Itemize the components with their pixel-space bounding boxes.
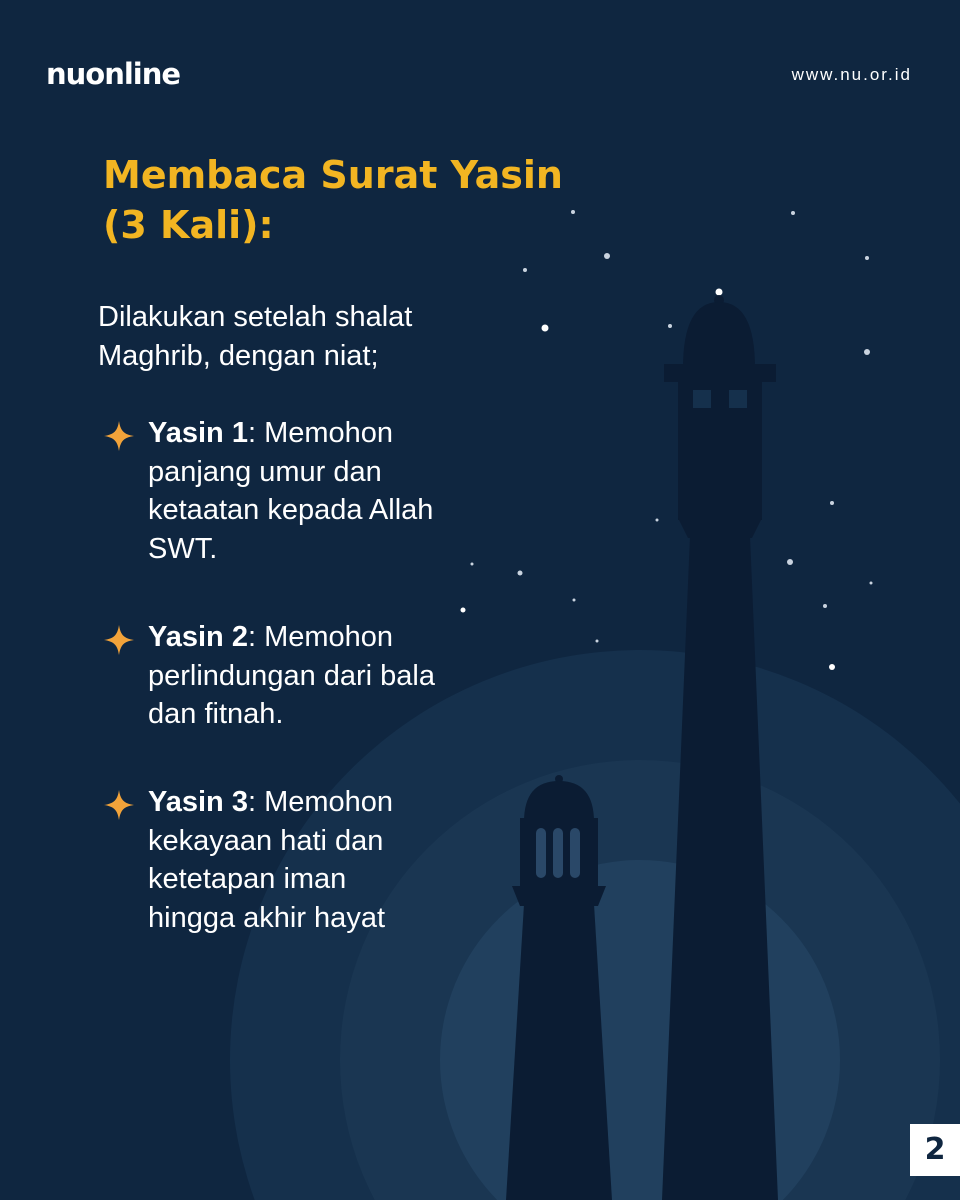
list-item [104,618,434,734]
item-title: Yasin 2 [148,621,248,653]
stars [461,210,873,670]
page-number-badge: 2 [910,1124,960,1176]
short-minaret [506,775,612,1200]
item-title: Yasin 1 [148,417,248,449]
brand-logo[interactable]: nuonline [46,57,181,91]
item-text: : Memohon panjang umur dan ketaatan kepada Allah SWT. [148,417,434,565]
list-item [104,783,434,937]
four-point-star-icon [104,790,134,820]
item-text: : Memohon kekayaan hati dan ketetapan iman hingga akhir hayat [148,786,394,934]
list-item [104,414,434,568]
intro-text: Dilakukan setelah shalat Maghrib, dengan niat; [98,301,413,372]
four-point-star-icon [104,421,134,451]
crescent-moon-icon [539,486,634,581]
item-title: Yasin 3 [148,786,248,818]
site-url[interactable]: www.nu.or.id [791,65,912,84]
item-text: : Memohon perlindungan dari bala dan fitnah. [148,621,435,730]
four-point-star-icon [104,625,134,655]
headline: Membaca Surat Yasin (3 Kali): [103,153,563,247]
